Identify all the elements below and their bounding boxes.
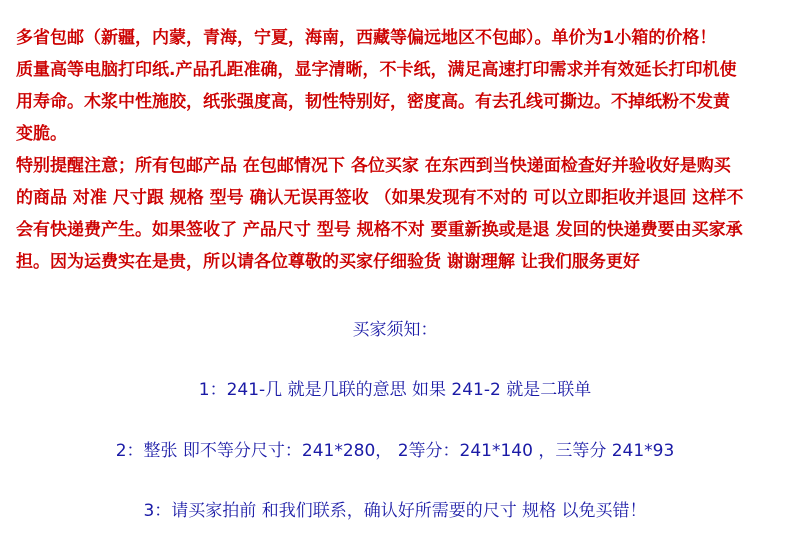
notice-line: 变脆。 xyxy=(16,124,67,144)
buyer-notes-heading: 买家须知： xyxy=(352,320,438,340)
buyer-note-item: 3：请买家拍前 和我们联系，确认好所需要的尺寸 规格 以免买错！ xyxy=(143,501,647,521)
notice-line: 用寿命。木浆中性施胶，纸张强度高，韧性特别好，密度高。有去孔线可撕边。不掉纸粉不发黄 xyxy=(16,92,730,112)
notice-line: 的商品 对准 尺寸跟 规格 型号 确认无误再签收 （如果发现有不对的 可以立即拒收并退回 这样不 xyxy=(16,188,744,208)
buyer-note-item: 1：241-几 就是几联的意思 如果 241-2 就是二联单 xyxy=(198,380,592,400)
notice-line: 质量高等电脑打印纸.产品孔距准确，显字清晰，不卡纸，满足高速打印需求并有效延长打印机使 xyxy=(16,60,737,80)
notice-line: 多省包邮（新疆，内蒙，青海，宁夏，海南，西藏等偏远地区不包邮）。单价为1小箱的价格！ xyxy=(16,28,717,48)
notice-line: 担。因为运费实在是贵，所以请各位尊敬的买家仔细验货 谢谢理解 让我们服务更好 xyxy=(16,252,640,272)
shipping-notice xyxy=(16,22,782,278)
buyer-note-item: 2：整张 即不等分尺寸：241*280， 2等分：241*140 ，三等分 241*93 xyxy=(115,441,675,461)
notice-line: 特别提醒注意；所有包邮产品 在包邮情况下 各位买家 在东西到当快递面检查好并验收好是购买 xyxy=(16,156,731,176)
notice-line: 会有快递费产生。如果签收了 产品尺寸 型号 规格不对 要重新换或是退 发回的快递费要由买家承 xyxy=(16,220,743,240)
